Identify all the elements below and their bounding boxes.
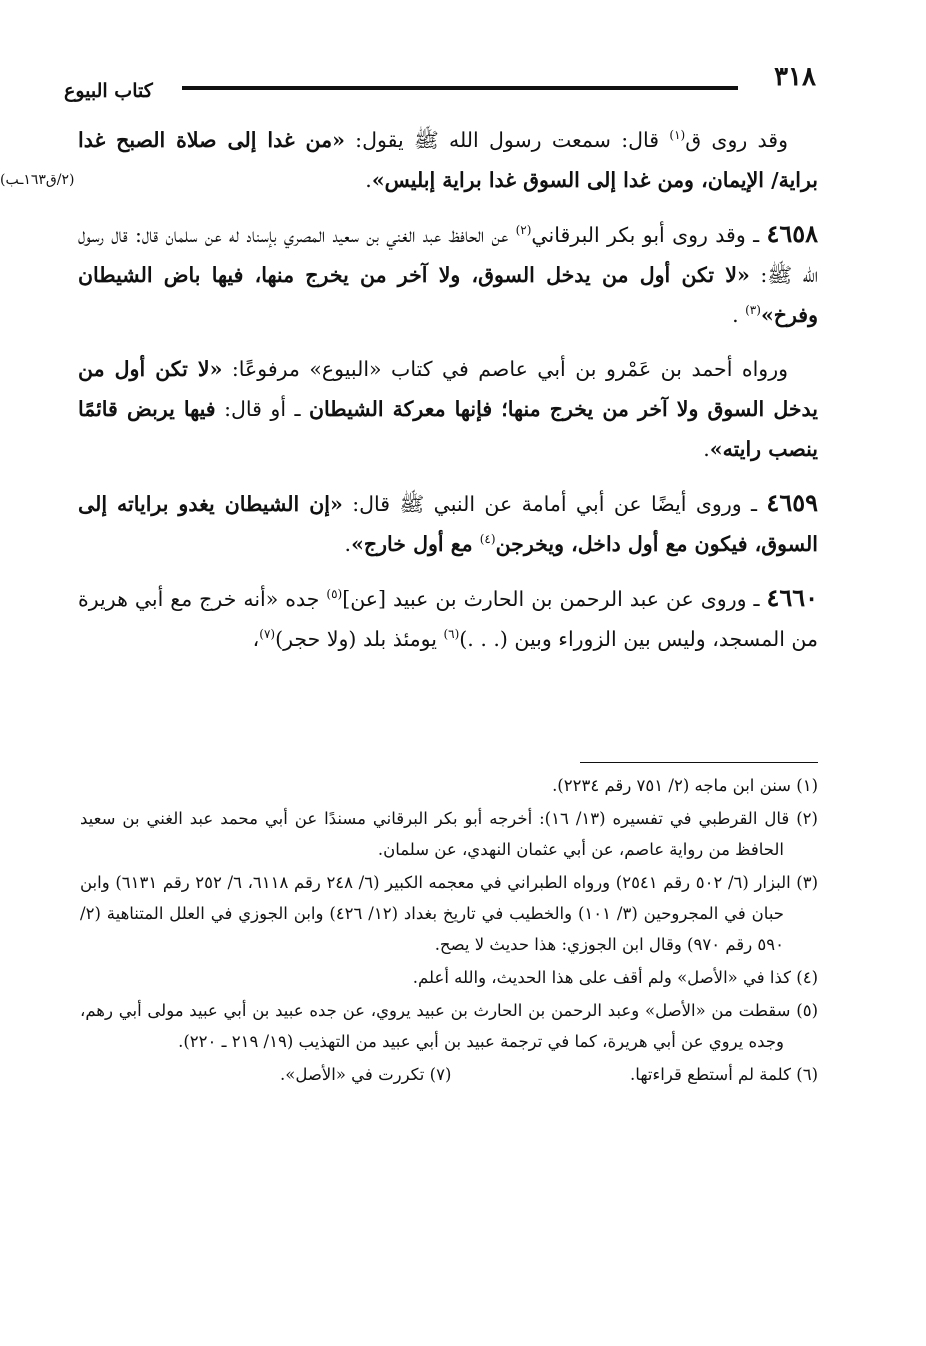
hadith-number: ٤٦٥٩ bbox=[766, 488, 818, 517]
header-rule bbox=[182, 86, 738, 90]
footnote-ref: (١) bbox=[669, 128, 686, 143]
footnote-ref: (٧) bbox=[259, 627, 276, 642]
footnote-4: (٤) كذا في «الأصل» ولم أقف على هذا الحديث، والله أعلم. bbox=[412, 968, 818, 987]
footnote-ref: (٣) bbox=[745, 303, 761, 318]
footnote-1: (١) سنن ابن ماجه (٢/ ٧٥١ رقم ٢٢٣٤). bbox=[552, 776, 818, 795]
text-run: . bbox=[703, 437, 710, 461]
footnote-separator bbox=[580, 762, 818, 763]
text-run: . bbox=[732, 303, 746, 327]
text-run: ـ وروى عن عبد الرحمن بن الحارث بن عبيد [عن] bbox=[342, 587, 767, 611]
text-run: قال: سمعت رسول الله ﷺ يقول: bbox=[344, 128, 670, 152]
hadith-quote: فيها يربض قائمًا ينصب رايته» bbox=[78, 397, 818, 461]
main-text bbox=[78, 120, 818, 673]
page-number: ٣١٨ bbox=[774, 62, 816, 92]
footnote-ref: (٤) bbox=[479, 532, 496, 547]
text-run: ـ أو قال: bbox=[215, 397, 309, 421]
footnote-ref: (٦) bbox=[443, 627, 460, 642]
hadith-number: ٤٦٦٠ bbox=[766, 583, 818, 612]
running-title: كتاب البيوع bbox=[64, 80, 153, 102]
hadith-quote: «إن الشيطان يغدو براياته إلى السوق، فيكون مع أول داخل، ويخرجن bbox=[78, 492, 818, 556]
text-run: وقد روى ق bbox=[685, 128, 789, 152]
hadith-4660 bbox=[78, 578, 818, 659]
footnotes bbox=[80, 770, 818, 1090]
footnote-row bbox=[80, 1059, 818, 1090]
text-run: . bbox=[344, 532, 352, 556]
text-run: ورواه أحمد بن عَمْرو بن أبي عاصم في كتاب «البيوع» مرفوعًا: bbox=[222, 357, 788, 381]
footnote-6: (٦) كلمة لم أستطع قراءتها. bbox=[630, 1065, 818, 1084]
text-run: . bbox=[365, 168, 372, 192]
hadith-4658 bbox=[78, 214, 818, 335]
paragraph-ibn-abi-asim bbox=[78, 349, 818, 469]
footnote-7: (٧) تكررت في «الأصل». bbox=[280, 1065, 452, 1084]
footnote-3: (٣) البزار (٦/ ٥٠٢ رقم ٢٥٤١) ورواه الطبراني في معجمه الكبير (٦/ ٢٤٨ رقم ٦١١٨، ٦/ ٢٥٢ رقم ٦١٣١) وابن حبان في المجروحين (٣/ ١٠١) والخطيب في تاريخ بغداد (١٢/ ٤٢٦) وابن الجوزي في العلل المتناهية (٢/ ٥٩٠ رقم ٩٧٠) وقال ابن الجوزي: هذا حديث لا يصح. bbox=[80, 873, 819, 954]
hadith-quote: «من غدا إلى صلاة الصبح غدا براية/ الإيمان، ومن غدا إلى السوق غدا براية إبليس» bbox=[78, 128, 818, 192]
hadith-quote: مع أول خارج» bbox=[351, 532, 480, 556]
footnote-ref: (٢) bbox=[515, 223, 532, 238]
footnote-ref: (٥) bbox=[326, 587, 343, 602]
text-run: ، bbox=[252, 627, 260, 651]
footnote-2: (٢) قال القرطبي في تفسيره (١٣/ ١٦): أخرجه أبو بكر البرقاني مسندًا عن أبي محمد عبد الغني بن سعيد الحافظ من رواية عاصم، عن أبي عثمان النهدي، عن سلمان. bbox=[80, 809, 818, 859]
hadith-number: ٤٦٥٨ bbox=[766, 219, 818, 248]
hadith-quote: «لا تكن أول من يدخل السوق، ولا آخر من يخرج منها، فيها باض الشيطان وفرخ» bbox=[78, 263, 818, 327]
text-run: ـ وروى أيضًا عن أبي أمامة عن النبي ﷺ قال: bbox=[342, 492, 767, 516]
hadith-quote: «لا تكن أول من يدخل السوق ولا آخر من يخرج منها؛ فإنها معركة الشيطان bbox=[78, 357, 819, 421]
footnote-5: (٥) سقطت من «الأصل» وعبد الرحمن بن الحارث بن عبيد يروي، عن جده عبيد بن أبي عبيد مولى أبي رهم، وجده يروي عن أبي هريرة، كما في ترجمة عبيد بن أبي عبيد من التهذيب (١٩/ ٢١٩ ـ ٢٢٠). bbox=[80, 1001, 818, 1051]
hadith-4659 bbox=[78, 483, 818, 564]
manuscript-folio-note: (٢/ق١٦٣ـب) bbox=[0, 172, 75, 188]
paragraph-intro bbox=[78, 120, 818, 200]
text-run: عن الحافظ عبد الغني بن سعيد المصري بإسناد له عن سلمان قال: قال رسول الله ﷺ: bbox=[78, 223, 818, 287]
text-run: ـ وقد روى أبو بكر البرقاني bbox=[531, 223, 767, 247]
text-run: جده «أنه خرج مع أبي هريرة من المسجد، وليس بين الزوراء وبين (. . .) bbox=[78, 587, 818, 651]
page-header bbox=[64, 62, 816, 108]
text-run: يومئذ بلد (ولا حجر) bbox=[275, 627, 444, 651]
